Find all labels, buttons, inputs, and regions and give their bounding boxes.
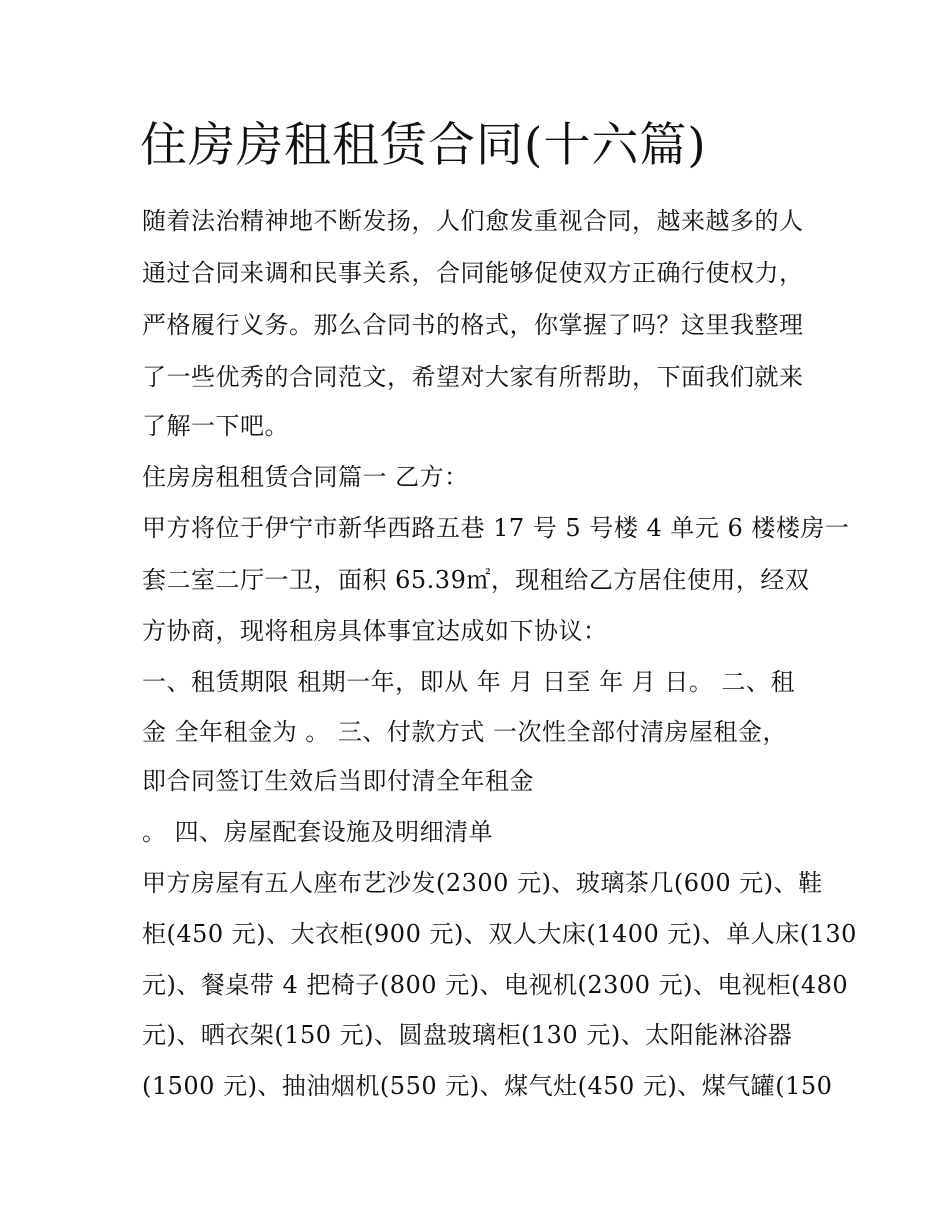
- section-heading: 住房房租租赁合同篇一 乙方：: [142, 463, 469, 491]
- body-line: 元)、餐桌带 4 把椅子(800 元)、电视机(2300 元)、电视柜(480: [142, 971, 849, 999]
- body-line: 一、租赁期限 租期一年，即从 年 月 日至 年 月 日。 二、租: [142, 668, 796, 696]
- body-line: 即合同签订生效后当即付清全年租金: [142, 767, 534, 795]
- body-line: 。 四、房屋配套设施及明细清单: [142, 818, 494, 846]
- body-line: 金 全年租金为 。 三、付款方式 一次性全部付清房屋租金，: [142, 718, 788, 746]
- body-line: 了一些优秀的合同范文，希望对大家有所帮助，下面我们就来: [142, 363, 804, 391]
- body-line: 通过合同来调和民事关系，合同能够促使双方正确行使权力，: [142, 259, 804, 287]
- body-line: 了解一下吧。: [142, 412, 289, 440]
- body-line: 元)、晒衣架(150 元)、圆盘玻璃柜(130 元)、太阳能淋浴器: [142, 1021, 793, 1049]
- document-title: 住房房租租赁合同(十六篇): [140, 118, 707, 173]
- body-line: 甲方房屋有五人座布艺沙发(2300 元)、玻璃茶几(600 元)、鞋: [142, 869, 823, 897]
- body-line: (1500 元)、抽油烟机(550 元)、煤气灶(450 元)、煤气罐(150: [142, 1072, 833, 1100]
- body-line: 甲方将位于伊宁市新华西路五巷 17 号 5 号楼 4 单元 6 楼楼房一: [142, 514, 850, 542]
- body-line: 柜(450 元)、大衣柜(900 元)、双人大床(1400 元)、单人床(130: [142, 920, 857, 948]
- body-line: 随着法治精神地不断发扬，人们愈发重视合同，越来越多的人: [142, 207, 804, 235]
- body-line: 套二室二厅一卫，面积 65.39㎡，现租给乙方居住使用，经双: [142, 566, 810, 594]
- body-line: 严格履行义务。那么合同书的格式，你掌握了吗？这里我整理: [142, 311, 804, 339]
- body-line: 方协商，现将租房具体事宜达成如下协议：: [142, 617, 608, 645]
